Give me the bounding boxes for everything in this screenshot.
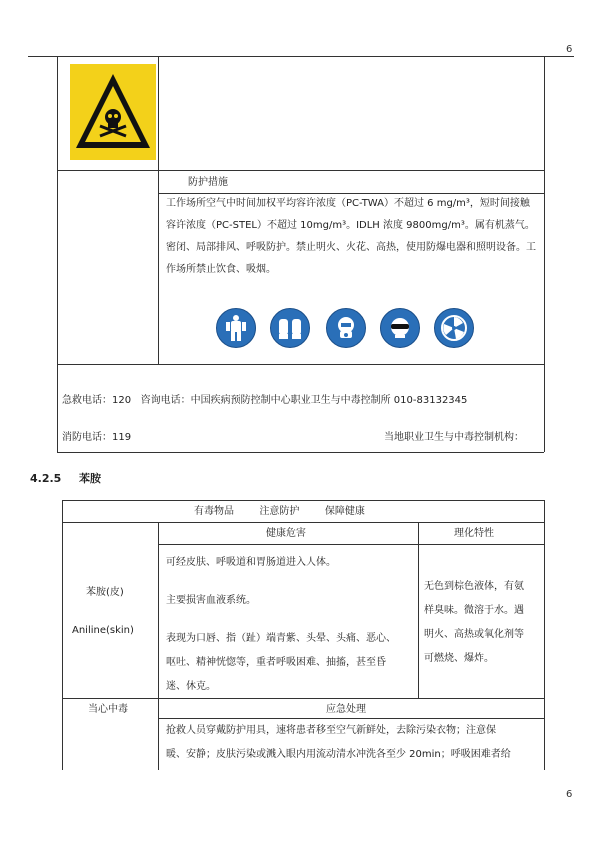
card1-row-divider <box>57 170 544 171</box>
toxic-warning-sign <box>70 64 156 160</box>
section-number: 4.2.5 <box>30 472 62 485</box>
local-agency-line: 当地职业卫生与中毒控制机构： <box>384 432 524 443</box>
gloves-icon <box>270 308 310 348</box>
health-line-2: 主要损害血液系统。 <box>166 595 256 606</box>
page-number-bottom: 6 <box>566 789 573 800</box>
aniline-banner: 有毒物品 注意防护 保障健康 <box>194 506 365 517</box>
emergency-line-2: 暖、安静；皮肤污染或溅入眼内用流动清水冲洗各至少 20min；呼吸困难者给 <box>166 749 511 760</box>
respirator-icon <box>326 308 366 348</box>
health-line-1: 可经皮肤、呼吸道和胃肠道进入人体。 <box>166 557 336 568</box>
health-line-5: 迷、休克。 <box>166 681 216 692</box>
card2-mid-rule <box>62 698 544 699</box>
card2-top-border <box>62 500 544 501</box>
card2-right-border <box>544 500 545 770</box>
card1-bottom-rule-b <box>57 452 544 453</box>
properties-line-2: 样臭味。微溶于水。遇 <box>424 605 524 616</box>
protection-paragraph: 工作场所空气中时间加权平均容许浓度（PC-TWA）不超过 6 mg/m³，短时间接触容许浓度（PC-STEL）不超过 10mg/m³。IDLH 浓度 9800mg/m³。属有机蒸气。密闭、局部排风、呼吸防护。禁止明火、火花、高热，使用防爆电器和照明设备。工作场所禁止饮食、吸烟。 <box>166 198 536 275</box>
properties-line-3: 明火、高热或氧化剂等 <box>424 629 524 640</box>
properties-line-1: 无色到棕色液体，有氨 <box>424 581 524 592</box>
chemical-name-cn: 苯胺(皮) <box>86 587 124 598</box>
page-number-top: 6 <box>566 44 573 55</box>
emergency-line-1: 抢救人员穿戴防护用具，速将患者移至空气新鲜处，去除污染衣物；注意保 <box>166 725 496 736</box>
goggles-icon <box>380 308 420 348</box>
ventilation-icon <box>434 308 474 348</box>
header-rule <box>28 56 574 57</box>
card2-banner-rule <box>62 522 544 523</box>
warning-label: 当心中毒 <box>88 704 128 715</box>
fire-phone-line: 消防电话：119 <box>62 432 132 443</box>
card2-properties-divider <box>418 522 419 698</box>
card2-emergency-header-rule <box>158 718 544 719</box>
card2-left-border <box>62 500 63 770</box>
skull-crossbones-icon <box>70 64 156 160</box>
card2-header-rule <box>158 544 544 545</box>
card1-bottom-rule-a <box>57 364 544 365</box>
health-line-4: 呕吐、精神恍惚等，重者呼吸困难、抽搐，甚至昏 <box>166 657 386 668</box>
health-line-3: 表现为口唇、指（趾）端青紫、头晕、头痛、恶心、 <box>166 633 396 644</box>
protection-header: 防护措施 <box>188 177 228 188</box>
properties-header: 理化特性 <box>454 528 494 539</box>
section-heading <box>30 470 101 486</box>
emergency-phone-line: 急救电话：120 咨询电话：中国疾病预防控制中心职业卫生与中毒控制所 010-83132345 <box>62 395 468 406</box>
card1-inner-divider <box>158 56 159 364</box>
card2-name-divider <box>158 522 159 770</box>
emergency-header: 应急处理 <box>326 704 366 715</box>
protective-suit-icon <box>216 308 256 348</box>
chemical-name-en: Aniline(skin) <box>72 625 134 636</box>
section-title: 苯胺 <box>79 472 102 485</box>
properties-line-4: 可燃烧、爆炸。 <box>424 653 494 664</box>
card1-left-border <box>57 56 58 452</box>
health-hazard-header: 健康危害 <box>266 528 306 539</box>
card1-right-border <box>544 56 545 452</box>
